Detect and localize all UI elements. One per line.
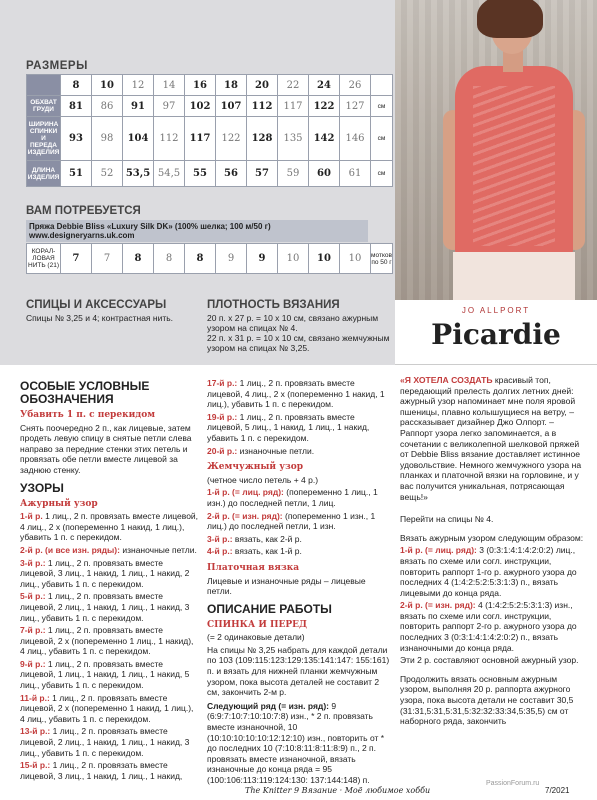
column-right (400, 375, 588, 729)
table-row: ДЛИНА ИЗДЕЛИЯ 51 52 53,5 54,5 55 56 57 59 60 61 см (27, 161, 393, 187)
paragraph: Следующий ряд (= изн. ряд): 9 (6:9:7:10:7:10:10:7:8) изн., * 2 п. провязать вместе изнаночной, 10 (10:10:10:10:10:12:12:10) изн., повторить от * до последних 10 (7:10:8:11:8:11:8:9) п., 2 п. провязать вместе изнаночной, вязать изнаночные до конца ряда = 95 (100:106:113:119:124:130: 137:144:148) п. (207, 700, 385, 785)
designer-name: JO ALLPORT (461, 306, 531, 315)
paragraph: На спицы № 3,25 набрать для каждой детали по 103 (109:115:123:129:135:141:147: 155:161) п. и вязать для нижней планки жемчужным узором, пока высота деталей не составит 2 см, закончить 2-м р. (207, 644, 390, 698)
watermark: PassionForum.ru (486, 780, 540, 787)
instruction-row: 9-й р.: 1 лиц., 2 п. провязать вместе лицевой, 1 лиц., 1 накид, 1 лиц., 1 накид, 5 лиц., убавить 1 п. с перекидом. (20, 658, 190, 691)
paragraph: Лицевые и изнаночные ряды – лицевые петли. (207, 575, 366, 597)
pattern-title-box (395, 300, 597, 365)
subheading: Убавить 1 п. с перекидом (20, 410, 156, 420)
instruction-row: 2-й р. (= изн. ряд): (попеременно 1 изн., 1 лиц.) до последней петли, 1 изн. (207, 510, 376, 532)
instruction-row: 1-й р. 1 лиц., 2 п. провязать вместе лицевой, 4 лиц., 2 х (попеременно 1 накид, 1 лиц.), убавить 1 п. с перекидом. (20, 511, 199, 543)
paragraph: Перейти на спицы № 4. (400, 514, 494, 525)
special-heading: ОСОБЫЕ УСЛОВНЫЕ ОБОЗНАЧЕНИЯ (20, 379, 150, 406)
needles-heading: СПИЦЫ И АКСЕССУАРЫ (26, 299, 167, 311)
subheading: Платочная вязка (207, 562, 300, 573)
pattern-name: Picardie (431, 318, 561, 351)
instruction-row: 4-й р.: вязать, как 1-й р. (207, 546, 302, 557)
designer-quote: «Я ХОТЕЛА СОЗДАТЬ красивый топ, передающий прелесть долгих летних дней: ажурный узор напоминает мне поля яровой пшеницы, плавно колышущиеся на ветру, – рассказывает дизайнер Джо Олпорт. – Раппорт узора легко запоминается, а в сочетании с великолепной шелковой пряжей от Debbie Bliss вязание доставляет истинное удовольствие. Немного жемчужного узора на планках и платочной вязки на горловине, и у вас получится уникальная, потрясающая вещь!» (400, 375, 582, 502)
subheading: СПИНКА И ПЕРЕД (207, 619, 307, 630)
sizes-heading: РАЗМЕРЫ (26, 60, 88, 72)
gauge-text: 20 п. х 27 р. = 10 х 10 см, связано ажурным узором на спицах № 4. 22 п. х 31 р. = 10 х 10 см, связано жемчужным узором на спицах № 3,25. (207, 313, 390, 353)
table-row: ОБХВАТ ГРУДИ 81 86 91 97 102 107 112 117 122 127 см (27, 96, 393, 117)
table-row: КОРАЛ-ЛОВАЯ НИТЬ (21) 7 7 8 8 8 9 9 10 10 10 мотков по 50 г (27, 244, 393, 274)
table-row: ШИРИНА СПИНКИ И ПЕРЕДА ИЗДЕЛИЯ 93 98 104 112 117 122 128 135 142 146 см (27, 117, 393, 161)
paragraph: Снять поочередно 2 п., как лицевые, затем продеть левую спицу в снятые петли слева направо за передние стенки этих петель и провязать обе петли вместе лицевой за заднюю стенку. (20, 422, 192, 475)
issue-date: 7/2021 (545, 786, 570, 795)
paragraph: Эти 2 р. составляют основной ажурный узор. (400, 655, 579, 666)
yarn-line: Пряжа Debbie Bliss «Luxury Silk DK» (100% шелка; 100 м/50 г) (29, 222, 271, 231)
needles-text: Спицы № 3,25 и 4; контрастная нить. (26, 313, 174, 323)
paragraph: (= 2 одинаковые детали) (207, 632, 305, 643)
instruction-row: 13-й р.: 1 лиц., 2 п. провязать вместе лицевой, 2 лиц., 1 накид, 1 лиц., 1 накид, 3 лиц., убавить 1 п. с перекидом. (20, 726, 190, 758)
paragraph: (четное число петель + 4 р.) (207, 474, 319, 485)
lace-setup-rows (400, 545, 588, 653)
page-footer (0, 775, 597, 800)
lace-rows-cont (207, 378, 392, 456)
pearl-rows (207, 487, 392, 557)
sizes-table (26, 74, 393, 187)
instruction-row: 1-й р. (= лиц. ряд): 3 (0:3:1:4:1:4:2:0:2) лиц., вязать по схеме или согл. инструкции, повторить раппорт 1-го р. ажурного узора до последних 4 (1:4:2:5:2:5:3:1:3) п., вязать лицевыми до конца ряда. (400, 545, 577, 598)
sizes-header-row: 8 10 12 14 16 18 20 22 24 26 (27, 75, 393, 96)
instruction-row: 2-й р. (= изн. ряд): 4 (1:4:2:5:2:5:3:1:3) изн., вязать по схеме или согл. инструкции, повторить раппорт 2-го р. ажурного узора до последних 3 (0:3:1:4:1:4:2:0:2) п., вязать изнаночными до конца ряда. (400, 600, 577, 653)
instruction-row: 17-й р.: 1 лиц., 2 п. провязать вместе лицевой, 4 лиц., 2 х (попеременно 1 накид, 1 лиц.), убавить 1 п. с перекидом. (207, 378, 385, 410)
work-heading: ОПИСАНИЕ РАБОТЫ (207, 601, 332, 616)
instruction-row: 3-й р.: вязать, как 2-й р. (207, 533, 302, 544)
lace-rows (20, 511, 200, 781)
paragraph: Продолжить вязать основным ажурным узором, выполняя 20 р. раппорта ажурного узора, пока высота детали не составит 30,5 (31:31,5:31,5:31,5:32:32:33:34,5:35,5) см от наборного ряда, закончить (400, 673, 574, 727)
column-left (20, 378, 200, 783)
paragraph: Вязать ажурным узором следующим образом: (400, 532, 584, 543)
yarn-bar (26, 220, 368, 242)
instruction-row: 20-й р.: изнаночные петли. (207, 445, 315, 456)
subheading: Жемчужный узор (207, 462, 304, 473)
instruction-row: 2-й р. (и все изн. ряды): изнаночные петли. (20, 544, 197, 555)
instruction-row: 11-й р.: 1 лиц., 2 п. провязать вместе лицевой, 2 х (попеременно 1 накид, 1 лиц.), 4 лиц., убавить 1 п. с перекидом. (20, 692, 194, 724)
subheading: Ажурный узор (20, 498, 98, 509)
instruction-row: 5-й р.: 1 лиц., 2 п. провязать вместе лицевой, 2 лиц., 1 накид, 1 лиц., 1 накид, 3 лиц., убавить 1 п. с перекидом. (20, 591, 190, 623)
yarn-table (26, 243, 393, 274)
magazine-title: The Knitter 9 Вязание · Моё любимое хобби (245, 786, 431, 795)
column-middle (207, 378, 392, 788)
model-photo (395, 0, 597, 300)
gauge-heading: ПЛОТНОСТЬ ВЯЗАНИЯ (207, 299, 340, 311)
instruction-row: 7-й р.: 1 лиц., 2 п. провязать вместе лицевой, 2 х (попеременно 1 лиц., 1 накид), 4 лиц., убавить 1 п. с перекидом. (20, 625, 194, 657)
instruction-row: 1-й р. (= лиц. ряд): (попеременно 1 лиц., 1 изн.) до последней петли, 1 лиц. (207, 487, 378, 508)
instruction-row: 15-й р.: 1 лиц., 2 п. провязать вместе лицевой, 3 лиц., 1 накид, 1 лиц., 1 накид, (20, 760, 183, 781)
instruction-row: 19-й р.: 1 лиц., 2 п. провязать вместе лицевой, 5 лиц., 1 накид, 1 лиц., 1 накид, убавить 1 п. с перекидом. (207, 411, 370, 443)
yarn-url: www.designeryarns.uk.com (29, 231, 135, 240)
materials-heading: ВАМ ПОТРЕБУЕТСЯ (26, 205, 141, 217)
instruction-row: 3-й р.: 1 лиц., 2 п. провязать вместе лицевой, 3 лиц., 1 накид, 1 лиц., 1 накид, 2 лиц., убавить 1 п. с перекидом. (20, 557, 190, 589)
patterns-heading: УЗОРЫ (20, 480, 64, 495)
